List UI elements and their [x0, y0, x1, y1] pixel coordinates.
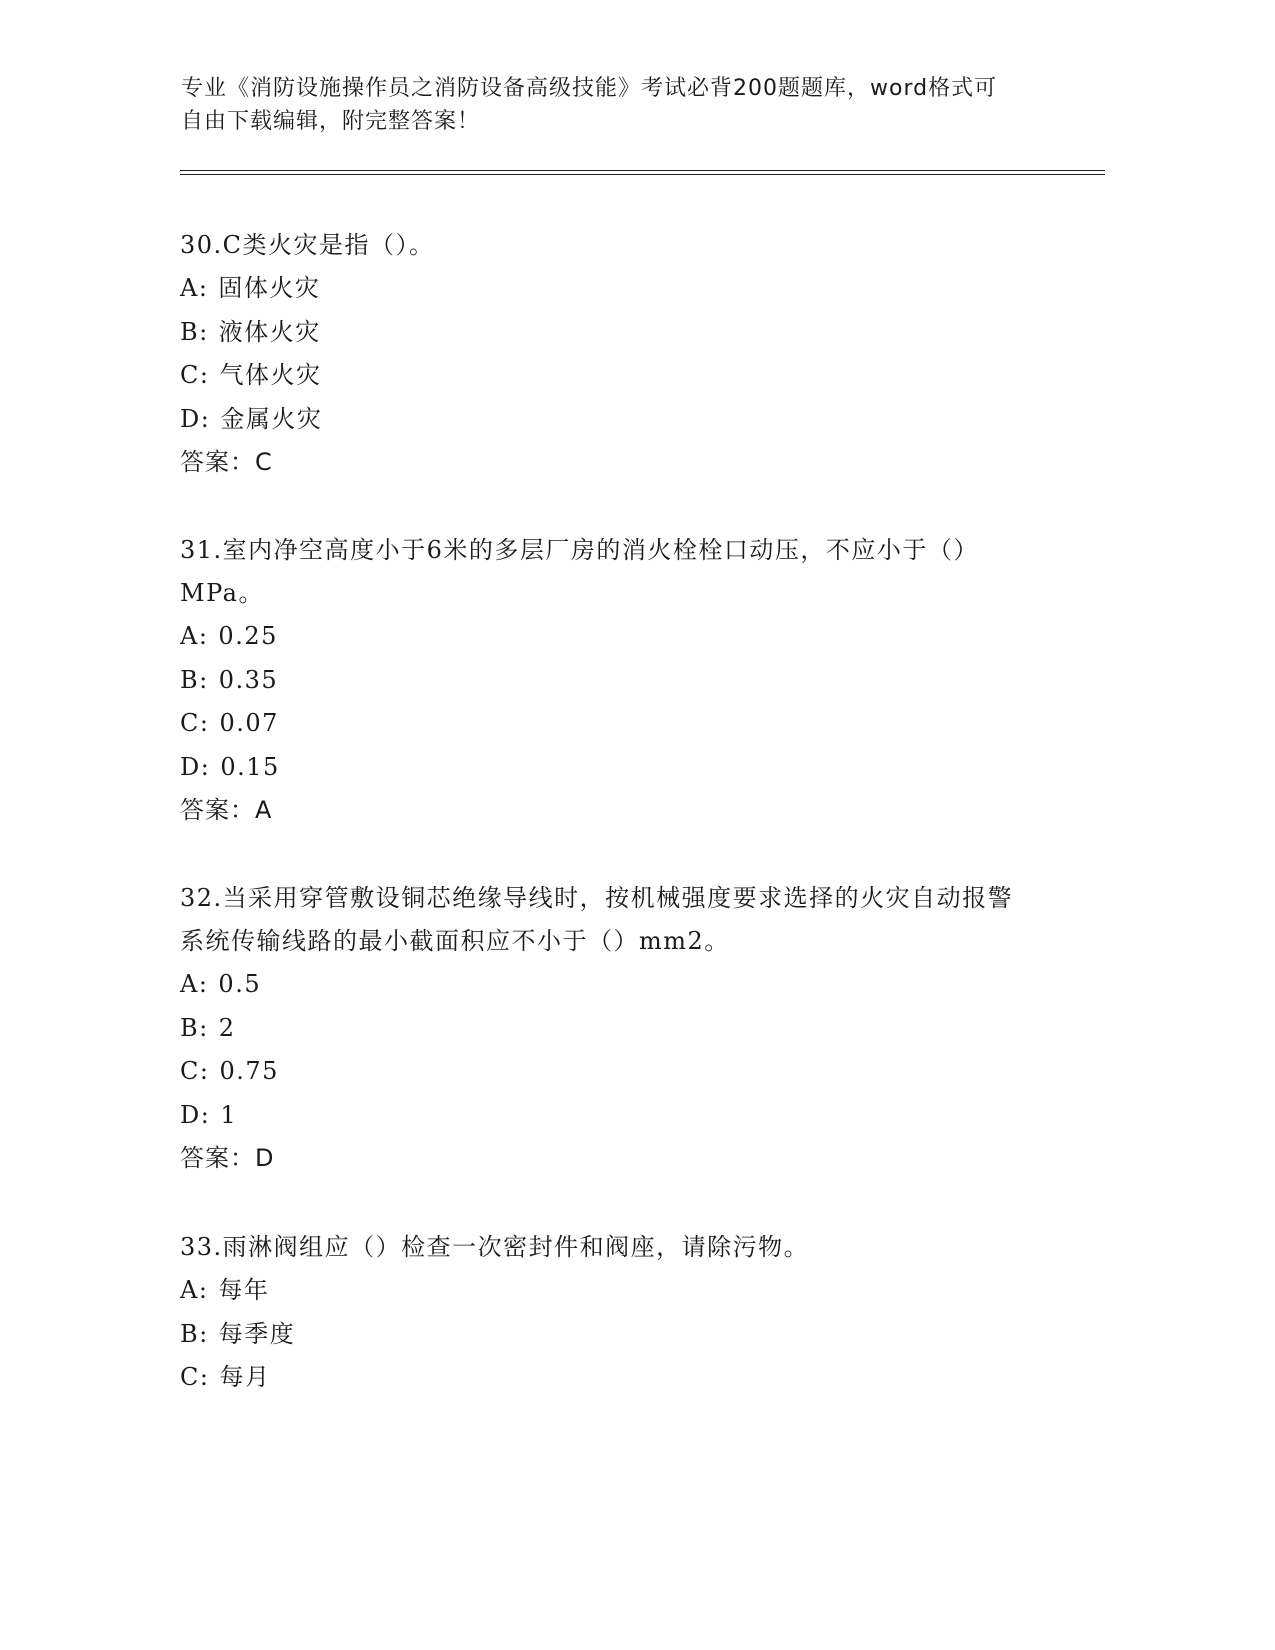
option-a — [180, 1269, 1030, 1313]
question-stem: 32.当采用穿管敷设铜芯绝缘导线时，按机械强度要求选择的火灾自动报警系统传输线路的最小截面积应不小于（）mm2。 — [180, 884, 1014, 955]
question-31 — [180, 529, 1030, 833]
option-label: B: — [180, 1319, 209, 1348]
option-label: A: — [180, 622, 209, 650]
option-c — [180, 1356, 1030, 1400]
question-stem: 33.雨淋阀组应（）检查一次密封件和阀座，请除污物。 — [180, 1233, 810, 1261]
option-label: A: — [180, 970, 209, 998]
option-label: D: — [180, 752, 211, 781]
answer-line — [180, 789, 1030, 833]
option-b — [180, 311, 1030, 355]
answer-label: 答案： — [180, 1144, 255, 1172]
option-text: 0.25 — [218, 622, 278, 650]
question-32 — [180, 877, 1030, 1181]
option-c — [180, 1050, 1030, 1094]
answer-value: D — [255, 1144, 275, 1172]
option-label: B: — [180, 665, 209, 694]
option-text: 气体火灾 — [219, 361, 322, 389]
option-label: C: — [180, 1363, 210, 1391]
option-label: C: — [180, 709, 210, 737]
option-label: D: — [180, 404, 211, 433]
option-text: 1 — [220, 1100, 238, 1129]
answer-value: A — [255, 796, 273, 824]
option-b — [180, 1313, 1030, 1357]
answer-line — [180, 441, 1030, 485]
document-header — [181, 72, 1041, 138]
option-text: 0.07 — [219, 709, 279, 737]
option-text: 每月 — [219, 1363, 271, 1391]
question-33 — [180, 1226, 1030, 1400]
option-text: 0.5 — [218, 970, 262, 998]
option-text: 0.75 — [219, 1057, 279, 1085]
option-label: B: — [180, 317, 209, 346]
header-line-2: 自由下载编辑，附完整答案！ — [181, 109, 481, 134]
option-d — [180, 398, 1030, 442]
option-text: 金属火灾 — [220, 404, 323, 433]
header-line-1: 专业《消防设施操作员之消防设备高级技能》考试必背200题题库，word格式可 — [181, 76, 998, 101]
option-text: 固体火灾 — [218, 274, 321, 302]
option-text: 0.35 — [218, 665, 279, 694]
option-label: C: — [180, 361, 210, 389]
option-label: C: — [180, 1057, 210, 1085]
option-text: 每年 — [218, 1276, 270, 1304]
option-a — [180, 267, 1030, 311]
option-text: 2 — [218, 1013, 236, 1042]
option-label: D: — [180, 1100, 211, 1129]
question-30 — [180, 224, 1030, 485]
option-a — [180, 963, 1030, 1007]
option-text: 每季度 — [218, 1319, 296, 1348]
answer-label: 答案： — [180, 448, 255, 476]
option-d — [180, 1094, 1030, 1138]
option-a — [180, 615, 1030, 659]
option-b — [180, 1007, 1030, 1051]
option-c — [180, 354, 1030, 398]
option-label: A: — [180, 1276, 209, 1304]
option-label: A: — [180, 274, 209, 302]
header-divider-top — [180, 170, 1105, 171]
option-label: B: — [180, 1013, 209, 1042]
question-stem: 31.室内净空高度小于6米的多层厂房的消火栓栓口动压，不应小于（）MPa。 — [180, 536, 979, 607]
answer-line — [180, 1137, 1030, 1181]
answer-value: C — [255, 448, 273, 476]
question-stem: 30.C类火灾是指（）。 — [180, 231, 435, 259]
option-text: 液体火灾 — [218, 317, 321, 346]
option-c — [180, 702, 1030, 746]
option-b — [180, 659, 1030, 703]
answer-label: 答案： — [180, 796, 255, 824]
header-divider-bottom — [180, 174, 1105, 175]
option-d — [180, 746, 1030, 790]
option-text: 0.15 — [220, 752, 280, 781]
